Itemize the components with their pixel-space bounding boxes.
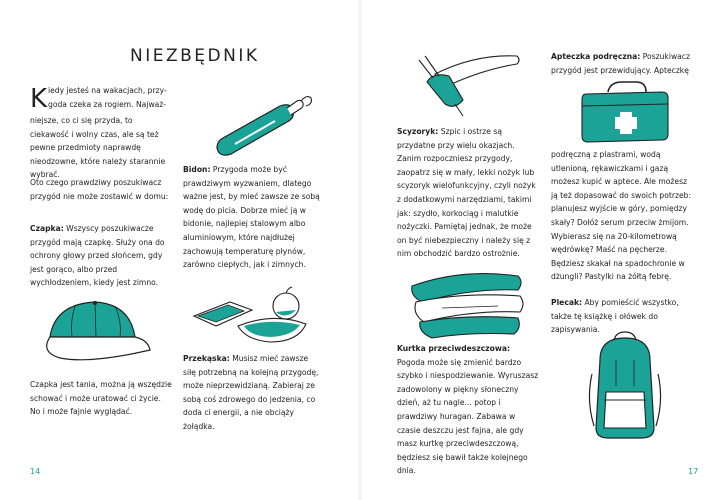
intro-paragraph-2: Oto czego prawdziwy poszukiwacz przygód nie może zostawić w domu:: [30, 178, 169, 201]
water-bottle-icon: [205, 88, 320, 160]
przekaska-paragraph: [183, 352, 323, 434]
snack-icon: [188, 282, 323, 347]
kurtka-text: Pogoda może się zmienić bardzo szybko i niespodziewanie. Wyruszasz zadowolony w piękny słoneczny dzień, aż tu nagle... potop i prawdziwy huragan. Zabawa w czasie deszczu jest fajna, ale gdy masz kurtkę przeciwdeszczową, będziesz się bawił także kolejnego dnia.: [397, 357, 539, 476]
bidon-heading: Bidon:: [183, 165, 211, 174]
intro-paragraph: niejsze, co ci się przyda, to ciekawość i wolny czas, ale są też pewne przedmioty naprawdę nieodzowne, które należy starannie wybrać.: [30, 116, 166, 180]
apteczka-text: Poszukiwacz przygód jest przewidujący. Apteczkę: [551, 52, 690, 75]
page-number-left: 14: [30, 467, 41, 476]
rain-jacket-icon: [402, 262, 530, 342]
first-aid-kit-icon: [570, 76, 680, 146]
intro-line-2: goda czeka za rogiem. Najważ-: [48, 100, 167, 109]
apteczka-paragraph-2: podręczną z plastrami, wodą utlenioną, rękawiczkami i gazą możesz kupić w aptece. Ale możesz ją też dopasować do swoich potrzeb: planujesz wyjście w góry, pomiędzy skały? Dołóż serum przeciw żmijom. Wybierasz się na 20-kilometrową wędrówkę? Maść na pęcherze. Będziesz skakał na spadochronie w dżungli? Pastylki na żółtą febrę.: [551, 150, 692, 282]
scyzoryk-text: Szpic i ostrze są przydatne przy wielu okazjach. Zanim rozpoczniesz przygody, zaopatrz się w mały, lekki nożyk lub scyzoryk wielofunkcyjny, czyli nożyk z dodatkowymi narzędziami, takimi jak: szydło, korkociąg i malutkie nożyczki. Pamiętaj jednak, że może on być niebezpieczny i należy się z nim obchodzić bardzo ostrożnie.: [397, 127, 536, 259]
intro-line-1: iedy jesteś na wakacjach, przy-: [48, 86, 167, 95]
czapka-paragraph-2: Czapka jest tania, można ją wszędzie schować i może uratować ci życie. No i może fajnie wyglądać.: [30, 380, 172, 417]
book-spine: [357, 0, 363, 500]
apteczka-paragraph: [551, 50, 693, 77]
cap-icon: [30, 292, 160, 372]
backpack-icon: [580, 330, 670, 445]
page-title: NIEZBĘDNIK: [130, 46, 260, 66]
plecak-text: Aby pomieścić wszystko, także tę książkę i ołówek do zapisywania.: [551, 298, 679, 335]
scyzoryk-heading: Scyzoryk:: [397, 127, 439, 136]
czapka-paragraph: [30, 222, 172, 290]
przekaska-heading: Przekąska:: [183, 354, 230, 363]
scyzoryk-paragraph: [397, 125, 539, 261]
przekaska-text: Musisz mieć zawsze siłę potrzebną na kolejną przygodę, może nieprzewidzianą. Zabieraj ze sobą coś zdrowego do jedzenia, co doda ci energii, a nie obciąży żołądka.: [183, 354, 319, 431]
pocket-knife-icon: [405, 46, 525, 118]
czapka-text: Wszyscy poszukiwacze przygód mają czapkę. Służy ona do ochrony głowy przed słońcem, gdy jest gorąco, albo przed wychłodzeniem, kiedy jest zimno.: [30, 224, 165, 288]
kurtka-paragraph: [397, 342, 539, 478]
drop-cap: K: [30, 84, 48, 114]
plecak-heading: Plecak:: [551, 298, 583, 307]
apteczka-heading: Apteczka podręczna:: [551, 52, 641, 61]
page-number-right: 17: [688, 467, 699, 476]
bidon-text: Przygoda może być prawdziwym wyzwaniem, dlatego ważne jest, by mieć zawsze ze sobą wodę do picia. Dobrze mieć ją w bidonie, najlepiej stalowym albo aluminiowym, które najdłużej zachowują temperaturę płynów, zarówno ciepłych, jak i zimnych.: [183, 165, 320, 270]
bidon-paragraph: [183, 163, 323, 272]
kurtka-heading: Kurtka przeciwdeszczowa:: [397, 344, 511, 353]
czapka-heading: Czapka:: [30, 224, 64, 233]
